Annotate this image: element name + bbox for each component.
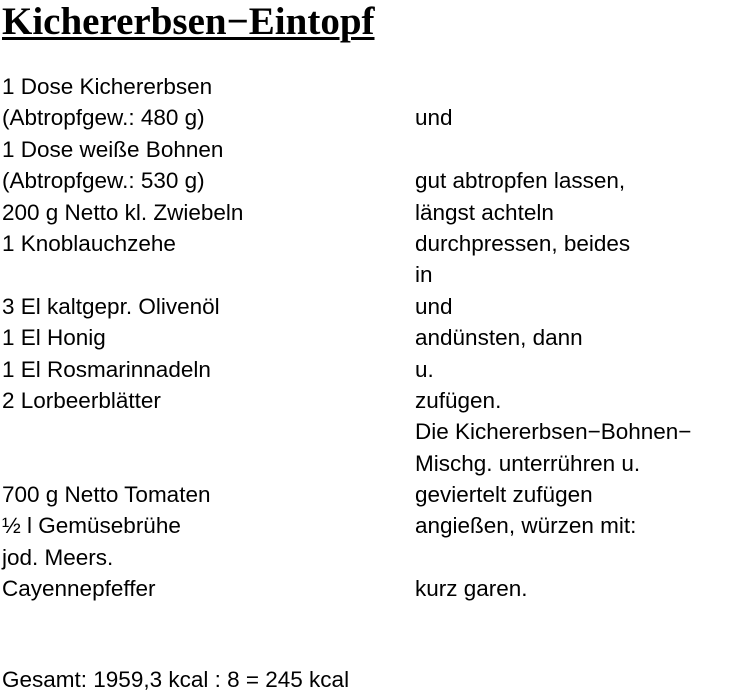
recipe-title: Kichererbsen−Eintopf	[2, 0, 375, 43]
instruction-text: angießen, würzen mit:	[415, 513, 637, 539]
instruction-text: gut abtropfen lassen,	[415, 168, 626, 194]
ingredient-text: (Abtropfgew.: 530 g)	[2, 168, 205, 194]
recipe-row	[2, 259, 745, 290]
recipe-row	[2, 510, 745, 541]
ingredient-text: Cayennepfeffer	[2, 576, 156, 602]
recipe-table	[2, 71, 745, 605]
ingredient-text: (Abtropfgew.: 480 g)	[2, 105, 205, 131]
recipe-row	[2, 197, 745, 228]
ingredient-text: 700 g Netto Tomaten	[2, 482, 211, 508]
recipe-row	[2, 416, 745, 447]
instruction-text: zufügen.	[415, 387, 502, 413]
instruction-text: u.	[415, 356, 434, 382]
recipe-row	[2, 102, 745, 133]
ingredient-text: 1 El Honig	[2, 325, 106, 351]
calorie-summary: Gesamt: 1959,3 kcal : 8 = 245 kcal	[2, 667, 350, 692]
ingredient-text: 200 g Netto kl. Zwiebeln	[2, 199, 244, 225]
recipe-row	[2, 573, 745, 604]
ingredient-text: 2 Lorbeerblätter	[2, 387, 161, 413]
instruction-text: längst achteln	[415, 199, 554, 225]
instruction-text: durchpressen, beides	[415, 230, 631, 256]
ingredient-text: 1 Knoblauchzehe	[2, 230, 176, 256]
instruction-text: geviertelt zufügen	[415, 482, 593, 508]
ingredient-text: 1 Dose Kichererbsen	[2, 74, 213, 99]
recipe-row	[2, 354, 745, 385]
recipe-row	[2, 134, 745, 165]
recipe-row	[2, 228, 745, 259]
recipe-row	[2, 71, 745, 102]
recipe-row	[2, 291, 745, 322]
instruction-text: andünsten, dann	[415, 325, 583, 351]
instruction-text: und	[415, 105, 453, 131]
ingredient-text: jod. Meers.	[2, 544, 114, 570]
recipe-row	[2, 165, 745, 196]
recipe-row	[2, 322, 745, 353]
instruction-text: Mischg. unterrühren u.	[415, 450, 641, 476]
ingredient-text: 1 Dose weiße Bohnen	[2, 136, 224, 162]
recipe-row	[2, 479, 745, 510]
instruction-text: und	[415, 293, 453, 319]
ingredient-text: ½ l Gemüsebrühe	[2, 513, 181, 539]
recipe-row	[2, 542, 745, 573]
ingredient-text: 1 El Rosmarinnadeln	[2, 356, 211, 382]
ingredient-text: 3 El kaltgepr. Olivenöl	[2, 293, 220, 319]
recipe-row	[2, 385, 745, 416]
instruction-text: Die Kichererbsen−Bohnen−	[415, 419, 692, 445]
instruction-text: in	[415, 262, 433, 288]
instruction-text: kurz garen.	[415, 576, 528, 602]
recipe-row	[2, 448, 745, 479]
